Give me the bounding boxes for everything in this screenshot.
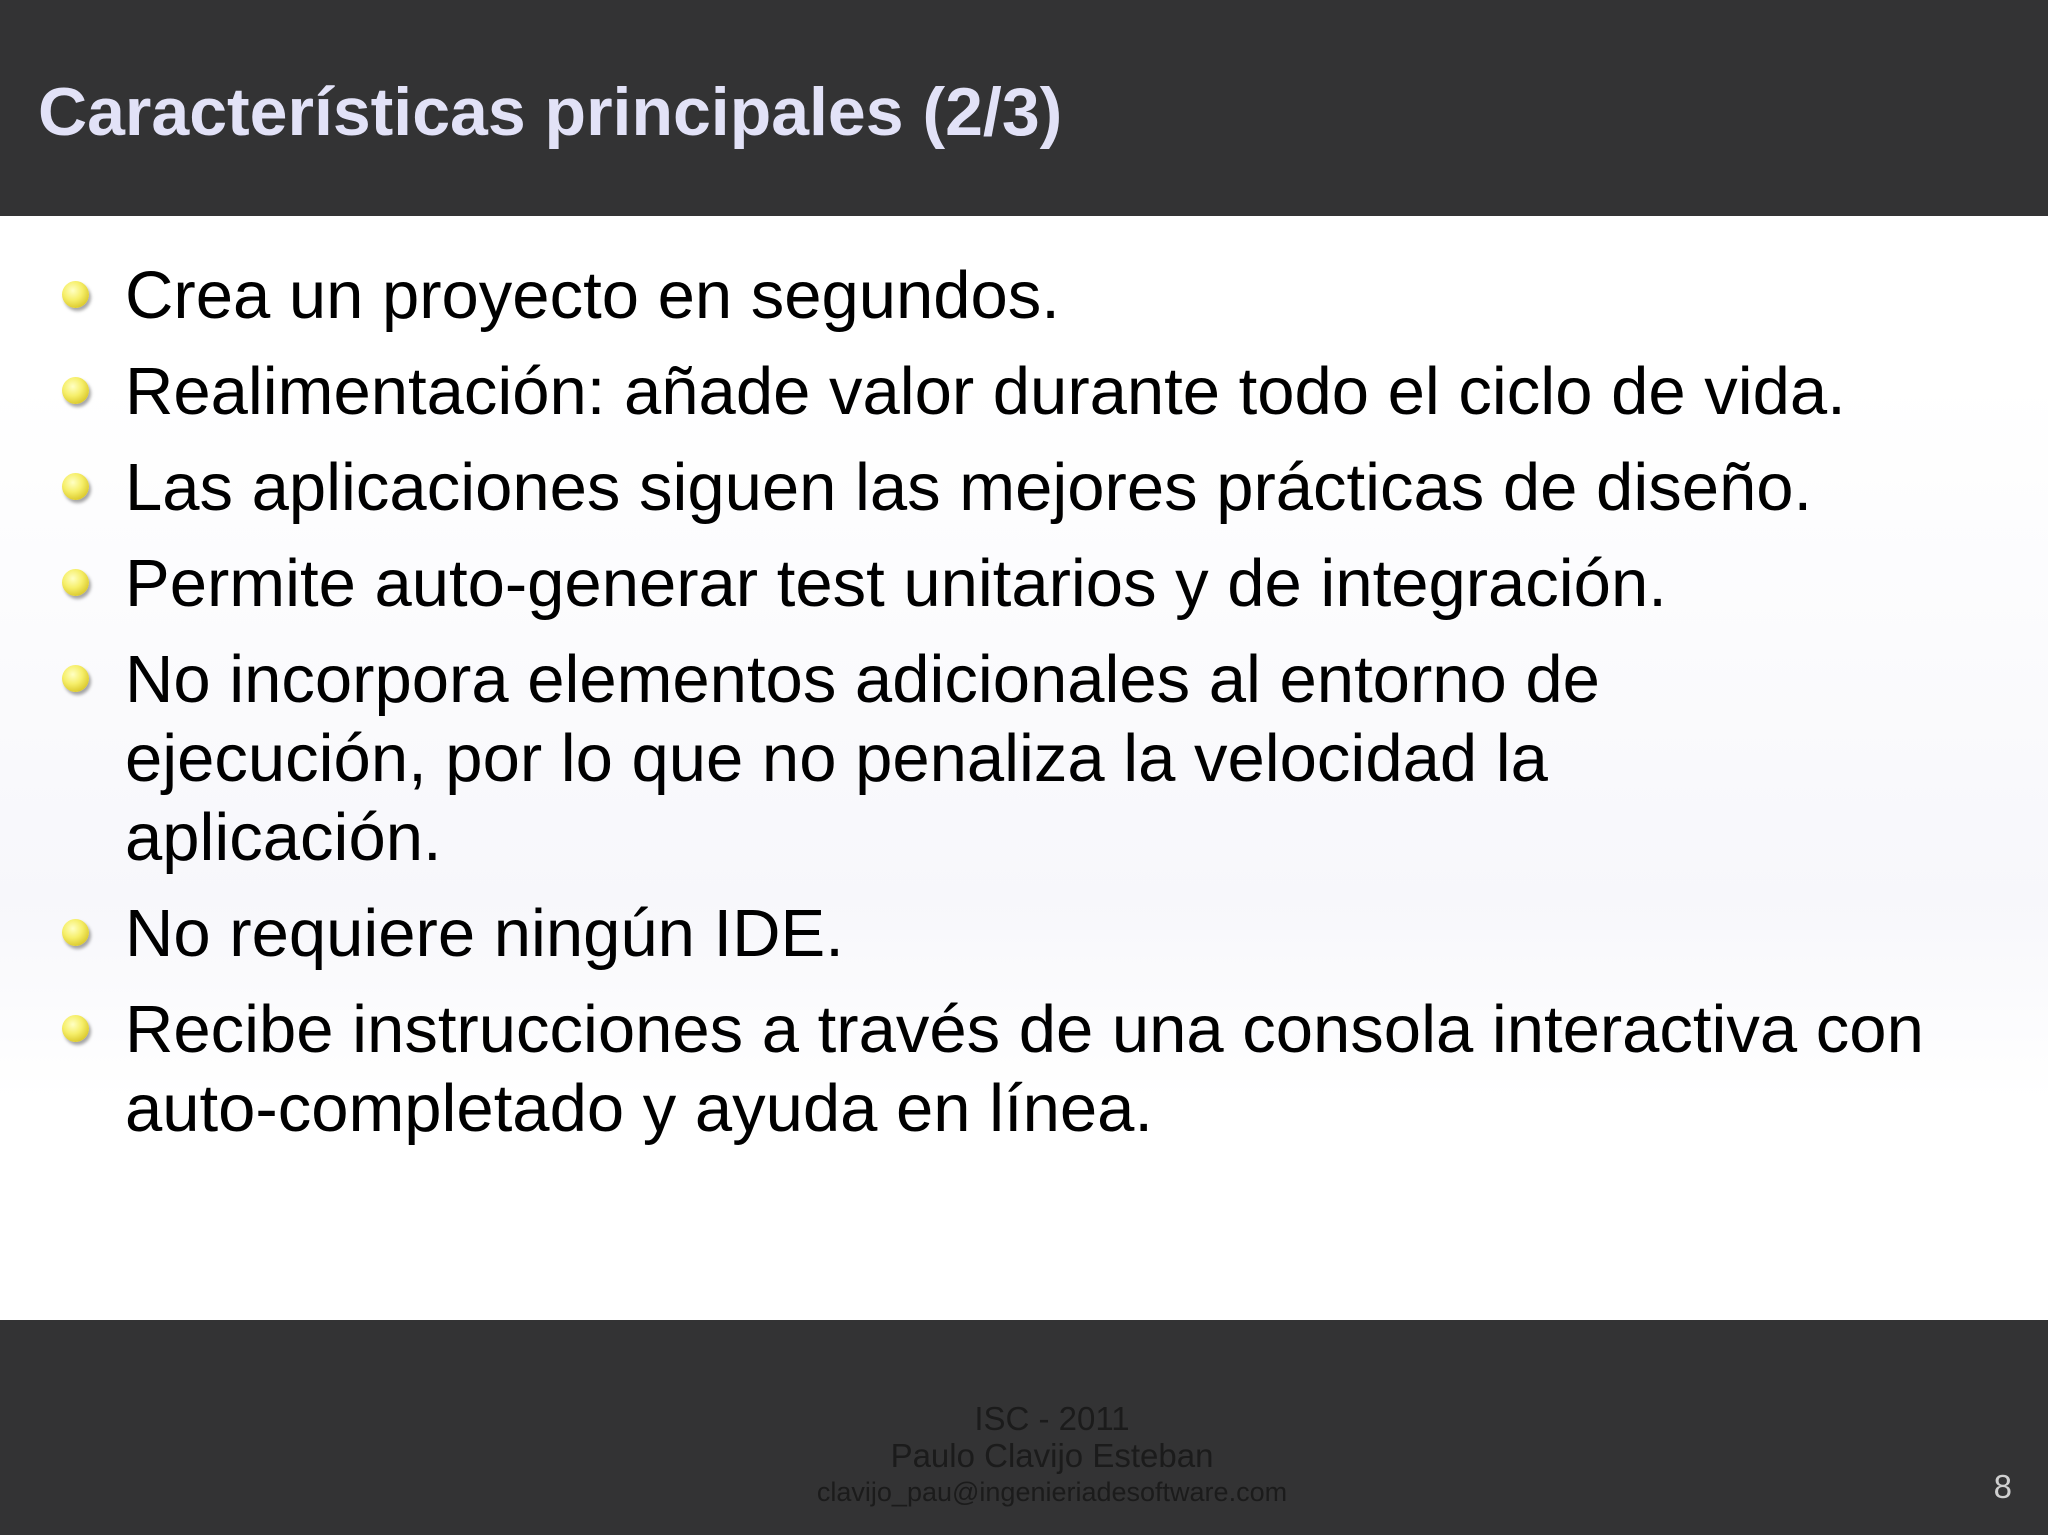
bullet-text: No incorpora elementos adicionales al entorno de ejecución, por lo que no penaliza la velocidad la aplicación. bbox=[125, 642, 1600, 875]
footer-info bbox=[0, 1400, 2048, 1511]
bullet-text: Realimentación: añade valor durante todo el ciclo de vida. bbox=[125, 354, 1846, 429]
list-item bbox=[0, 256, 2048, 335]
yellow-sphere-bullet-icon bbox=[62, 1015, 89, 1042]
list-item bbox=[0, 894, 2048, 973]
footer-author: Paulo Clavijo Esteban bbox=[890, 1437, 1214, 1474]
bullet-text: Las aplicaciones siguen las mejores prácticas de diseño. bbox=[125, 450, 1813, 525]
slide-footer bbox=[0, 1320, 2048, 1535]
yellow-sphere-bullet-icon bbox=[62, 281, 89, 308]
list-item bbox=[0, 990, 2048, 1148]
bullet-text: Recibe instrucciones a través de una consola interactiva con auto-completado y ayuda en línea. bbox=[125, 992, 1924, 1146]
yellow-sphere-bullet-icon bbox=[62, 569, 89, 596]
footer-course: ISC - 2011 bbox=[974, 1400, 1130, 1437]
slide-title: Características principales (2/3) bbox=[38, 74, 1063, 150]
yellow-sphere-bullet-icon bbox=[62, 377, 89, 404]
bullet-text: Crea un proyecto en segundos. bbox=[125, 258, 1060, 333]
footer-email: clavijo_pau@ingenieriadesoftware.com bbox=[816, 1477, 1288, 1507]
list-item bbox=[0, 448, 2048, 527]
slide-header bbox=[0, 0, 2048, 216]
list-item bbox=[0, 352, 2048, 431]
list-item bbox=[0, 640, 2048, 877]
bullet-list bbox=[0, 256, 2048, 1165]
bullet-text: No requiere ningún IDE. bbox=[125, 896, 844, 971]
yellow-sphere-bullet-icon bbox=[62, 665, 89, 692]
bullet-text: Permite auto-generar test unitarios y de integración. bbox=[125, 546, 1667, 621]
yellow-sphere-bullet-icon bbox=[62, 919, 89, 946]
page-number: 8 bbox=[1993, 1468, 2012, 1505]
list-item bbox=[0, 544, 2048, 623]
yellow-sphere-bullet-icon bbox=[62, 473, 89, 500]
slide-content bbox=[0, 216, 2048, 1320]
